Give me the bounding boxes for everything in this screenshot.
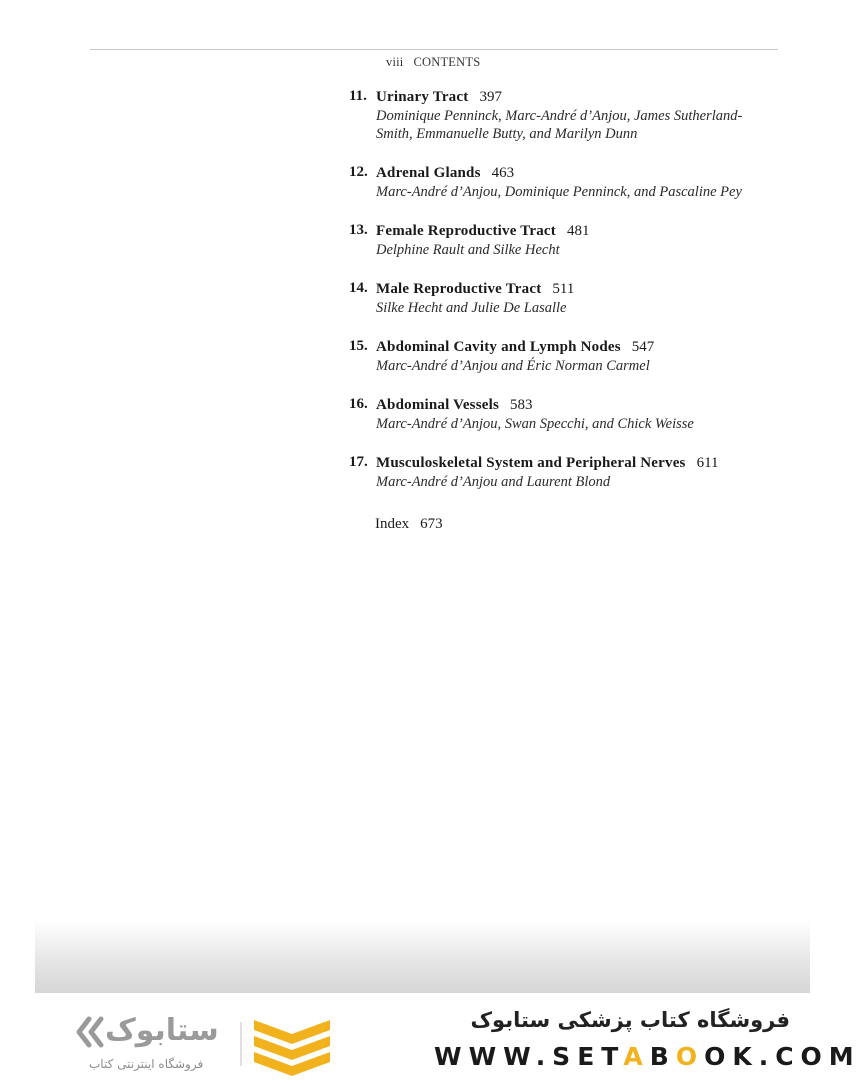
toc-entry-13[interactable]: [349, 222, 789, 259]
chapter-number: 11.: [349, 88, 367, 104]
toc-entry-17[interactable]: [349, 454, 789, 491]
toc-entry-15[interactable]: [349, 338, 789, 375]
page-bottom-shadow: [35, 920, 810, 993]
running-head: [386, 55, 480, 70]
chapter-number: 13.: [349, 222, 368, 238]
top-rule: [90, 49, 778, 50]
book-stack-icon: [252, 1018, 332, 1076]
chapter-authors: Silke Hecht and Julie De Lasalle: [376, 300, 567, 316]
chapter-number: 15.: [349, 338, 368, 354]
chapter-title: Abdominal Cavity and Lymph Nodes: [376, 339, 621, 355]
chapter-number: 14.: [349, 280, 368, 296]
store-title: فروشگاه کتاب پزشکی ستابوک: [470, 1008, 790, 1032]
toc-entry-index[interactable]: [375, 516, 443, 533]
chapter-number: 16.: [349, 396, 368, 412]
chapter-title: Adrenal Glands: [376, 165, 481, 181]
url-part-1: WWW.SET: [434, 1042, 624, 1071]
chapter-title: Female Reproductive Tract: [376, 223, 556, 239]
chapter-title: Urinary Tract: [376, 89, 469, 105]
chapter-page: 511: [552, 281, 575, 297]
chapter-authors: Marc-André d’Anjou and Éric Norman Carmel: [376, 358, 650, 374]
chapter-title: Musculoskeletal System and Peripheral Nerves: [376, 455, 686, 471]
chapter-page: 583: [510, 397, 533, 413]
chapter-page: 547: [631, 339, 655, 355]
chapter-title: Male Reproductive Tract: [376, 281, 542, 297]
toc-entry-11[interactable]: [349, 88, 789, 143]
chapter-page: 481: [566, 223, 590, 239]
section-title: CONTENTS: [413, 55, 481, 69]
chapter-number: 17.: [349, 454, 368, 470]
store-url[interactable]: [434, 1042, 861, 1071]
double-chevron-left-icon: [75, 1015, 105, 1049]
chapter-authors: Marc-André d’Anjou and Laurent Blond: [376, 474, 611, 490]
url-part-2: B: [649, 1042, 676, 1071]
index-label: Index: [375, 516, 410, 532]
chapter-page: 397: [479, 89, 502, 105]
chapter-authors-cont: Smith, Emmanuelle Butty, and Marilyn Dunn: [376, 126, 638, 142]
chapter-page: 611: [696, 455, 719, 471]
logo-text: ستابوک: [105, 1013, 219, 1048]
chapter-authors: Delphine Rault and Silke Hecht: [376, 242, 560, 258]
chapter-authors: Marc-André d’Anjou, Swan Specchi, and Chick Weisse: [376, 416, 694, 432]
toc-entry-12[interactable]: [349, 164, 789, 201]
chapter-authors: Marc-André d’Anjou, Dominique Penninck, and Pascaline Pey: [376, 184, 742, 200]
toc-entry-16[interactable]: [349, 396, 789, 433]
logo-subtitle: فروشگاه اینترنتی کتاب: [89, 1057, 204, 1071]
toc-entry-14[interactable]: [349, 280, 789, 317]
url-part-3: OK.COM: [704, 1042, 861, 1071]
table-of-contents: [349, 88, 789, 512]
logo-divider: [240, 1022, 242, 1066]
url-highlight-1: A: [623, 1042, 650, 1071]
chapter-page: 463: [491, 165, 515, 181]
chapter-title: Abdominal Vessels: [376, 397, 500, 413]
chapter-authors: Dominique Penninck, Marc-André d’Anjou, James Sutherland-: [376, 108, 743, 124]
url-highlight-2: O: [675, 1042, 705, 1071]
index-page: 673: [420, 516, 443, 532]
chapter-number: 12.: [349, 164, 368, 180]
page-number: viii: [386, 55, 404, 69]
